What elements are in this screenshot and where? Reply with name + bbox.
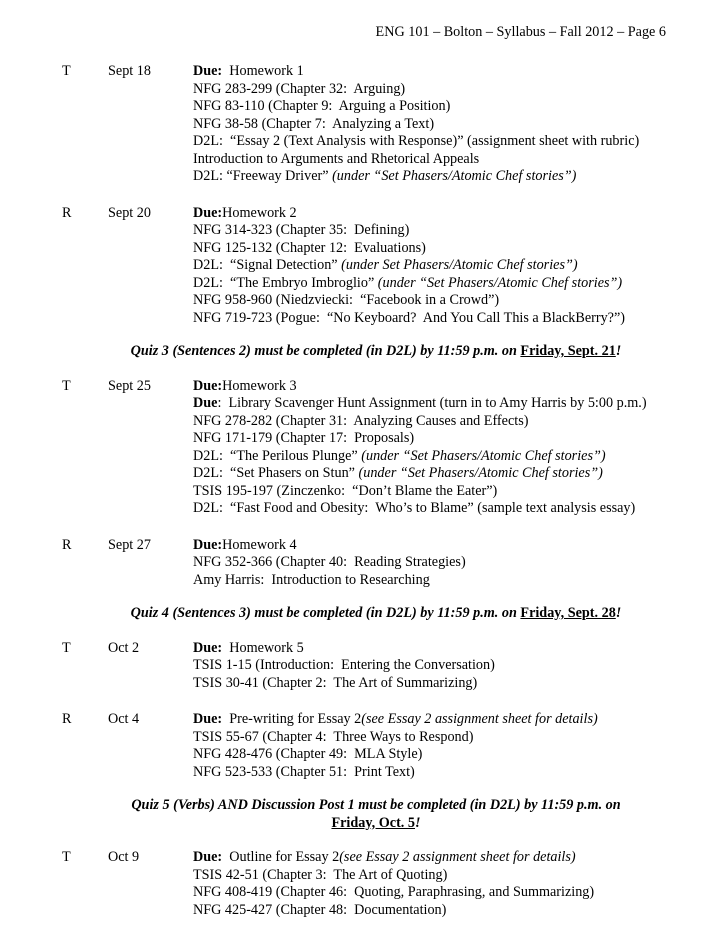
entry-day: R — [62, 536, 72, 553]
schedule-group-2 — [62, 378, 682, 590]
entry-day: T — [62, 849, 71, 865]
line-text: (see Essay 2 assignment sheet for details) — [339, 849, 576, 865]
entry-lines — [193, 205, 682, 328]
due-label: Due: — [193, 711, 223, 727]
due-label: Due: — [193, 849, 223, 865]
entry-line — [193, 867, 682, 885]
schedule-entry — [62, 640, 682, 693]
entry-day: T — [62, 377, 71, 394]
entry-date: Sept 27 — [108, 536, 151, 553]
entry-line — [193, 448, 682, 466]
entry-line — [193, 537, 682, 555]
entry-lines — [193, 849, 682, 919]
entry-line — [193, 711, 682, 729]
schedule-group-1 — [62, 63, 682, 327]
schedule-group-3 — [62, 640, 682, 782]
quiz-3-deadline: Friday, Sept. 21 — [520, 343, 616, 359]
entry-line — [193, 554, 682, 572]
line-text: D2L: “The Embryo Imbroglio” — [193, 274, 378, 291]
line-text: NFG 425-427 (Chapter 48: Documentation) — [193, 901, 447, 918]
line-text: NFG 278-282 (Chapter 31: Analyzing Causes and Effects) — [193, 412, 529, 429]
line-text: TSIS 55-67 (Chapter 4: Three Ways to Respond) — [193, 728, 474, 745]
quiz-5-notice — [62, 797, 682, 832]
line-text: Homework 4 — [222, 536, 297, 553]
entry-lines — [193, 711, 682, 781]
quiz-4-end: ! — [615, 605, 622, 621]
quiz-3-end: ! — [615, 343, 622, 359]
entry-line — [193, 133, 682, 151]
quiz-4-text: Quiz 4 (Sentences 3) must be completed (in D2L) by 11:59 p.m. on — [130, 605, 521, 621]
line-text: (under Set Phasers/Atomic Chef stories”) — [341, 257, 578, 273]
entry-line — [193, 902, 682, 920]
line-text: Homework 2 — [222, 204, 297, 221]
line-text: NFG 125-132 (Chapter 12: Evaluations) — [193, 239, 426, 256]
line-text: (under “Set Phasers/Atomic Chef stories”) — [358, 465, 603, 481]
entry-line — [193, 205, 682, 223]
entry-line — [193, 168, 682, 186]
line-text: NFG 408-419 (Chapter 46: Quoting, Paraphrasing, and Summarizing) — [193, 884, 595, 900]
line-text: D2L: “The Perilous Plunge” — [193, 447, 362, 464]
entry-line — [193, 764, 682, 782]
schedule-entry — [62, 849, 682, 919]
due-label: Due: — [193, 204, 223, 221]
line-text: Homework 1 — [222, 63, 304, 79]
entry-line — [193, 395, 682, 413]
entry-line — [193, 240, 682, 258]
schedule-entry — [62, 63, 682, 186]
entry-line — [193, 63, 682, 81]
line-text: TSIS 195-197 (Zinczenko: “Don’t Blame the Eater”) — [193, 482, 498, 499]
line-text: D2L: “Freeway Driver” — [193, 168, 333, 184]
entry-line — [193, 413, 682, 431]
entry-date: Oct 9 — [108, 849, 140, 865]
entry-line — [193, 81, 682, 99]
entry-line — [193, 222, 682, 240]
entry-line — [193, 657, 682, 675]
quiz-3-notice — [62, 343, 682, 361]
line-text: (under “Set Phasers/Atomic Chef stories”) — [361, 447, 606, 464]
line-text: TSIS 1-15 (Introduction: Entering the Conversation) — [193, 657, 495, 673]
quiz-5-deadline: Friday, Oct. 5 — [331, 814, 415, 831]
line-text: NFG 314-323 (Chapter 35: Defining) — [193, 222, 410, 238]
line-text: NFG 352-366 (Chapter 40: Reading Strategies) — [193, 554, 466, 570]
entry-line — [193, 378, 682, 396]
entry-date: Sept 18 — [108, 63, 151, 79]
line-text: NFG 38-58 (Chapter 7: Analyzing a Text) — [193, 115, 435, 132]
entry-lines — [193, 537, 682, 590]
quiz-5-end: ! — [415, 814, 421, 831]
entry-line — [193, 500, 682, 518]
line-text: D2L: “Essay 2 (Text Analysis with Response)” (assignment sheet with rubric) — [193, 133, 640, 149]
schedule-entry — [62, 205, 682, 328]
entry-line — [193, 640, 682, 658]
due-label: Due: — [193, 536, 223, 553]
quiz-5-line-2 — [70, 815, 682, 833]
entry-lines — [193, 63, 682, 186]
due-label: Due: — [193, 377, 223, 394]
page-header: ENG 101 – Bolton – Syllabus – Fall 2012 – Page 6 — [375, 24, 666, 40]
line-text: NFG 428-476 (Chapter 49: MLA Style) — [193, 746, 423, 762]
line-text: D2L: “Set Phasers on Stun” — [193, 465, 359, 481]
line-text: D2L: “Signal Detection” — [193, 257, 342, 273]
entry-day: R — [62, 204, 72, 221]
entry-lines — [193, 378, 682, 518]
entry-line — [193, 849, 682, 867]
line-text: Homework 5 — [222, 639, 304, 656]
entry-line — [193, 465, 682, 483]
line-text: (under “Set Phasers/Atomic Chef stories”) — [332, 168, 577, 184]
entry-line — [193, 257, 682, 275]
quiz-4-deadline: Friday, Sept. 28 — [520, 605, 616, 621]
entry-day: R — [62, 711, 72, 727]
line-text: Outline for Essay 2 — [222, 849, 340, 865]
line-text: D2L: “Fast Food and Obesity: Who’s to Blame” (sample text analysis essay) — [193, 500, 636, 516]
entry-line — [193, 98, 682, 116]
entry-line — [193, 675, 682, 693]
entry-day: T — [62, 63, 71, 79]
line-text: (see Essay 2 assignment sheet for details) — [361, 711, 598, 727]
line-text: Introduction to Arguments and Rhetorical Appeals — [193, 150, 480, 167]
entry-date: Oct 4 — [108, 711, 140, 727]
line-text: TSIS 42-51 (Chapter 3: The Art of Quoting) — [193, 866, 448, 883]
line-text: NFG 719-723 (Pogue: “No Keyboard? And You Call This a BlackBerry?”) — [193, 309, 625, 326]
entry-day: T — [62, 639, 71, 656]
entry-line — [193, 572, 682, 590]
line-text: TSIS 30-41 (Chapter 2: The Art of Summarizing) — [193, 674, 478, 691]
quiz-4-notice — [62, 605, 682, 623]
entry-line — [193, 275, 682, 293]
line-text: : Library Scavenger Hunt Assignment (turn in to Amy Harris by 5:00 p.m.) — [217, 395, 647, 411]
entry-date: Sept 25 — [108, 377, 151, 394]
line-text: NFG 83-110 (Chapter 9: Arguing a Position) — [193, 98, 451, 114]
line-text: Pre-writing for Essay 2 — [222, 711, 362, 727]
entry-date: Sept 20 — [108, 204, 151, 221]
due-label: Due — [193, 395, 218, 411]
schedule-group-4 — [62, 849, 682, 919]
quiz-5-line-1: Quiz 5 (Verbs) AND Discussion Post 1 must be completed (in D2L) by 11:59 p.m. on — [131, 797, 621, 813]
schedule-entry — [62, 711, 682, 781]
line-text: NFG 523-533 (Chapter 51: Print Text) — [193, 763, 415, 780]
schedule-entry — [62, 378, 682, 518]
entry-line — [193, 483, 682, 501]
line-text: Homework 3 — [222, 377, 297, 394]
entry-line — [193, 310, 682, 328]
entry-line — [193, 746, 682, 764]
line-text: NFG 171-179 (Chapter 17: Proposals) — [193, 430, 415, 446]
entry-line — [193, 116, 682, 134]
entry-date: Oct 2 — [108, 639, 140, 656]
schedule — [62, 63, 682, 938]
entry-line — [193, 151, 682, 169]
quiz-3-text: Quiz 3 (Sentences 2) must be completed (in D2L) by 11:59 p.m. on — [130, 343, 521, 359]
entry-line — [193, 292, 682, 310]
schedule-entry — [62, 537, 682, 590]
line-text: Amy Harris: Introduction to Researching — [193, 571, 430, 588]
line-text: NFG 958-960 (Niedzviecki: “Facebook in a Crowd”) — [193, 292, 500, 308]
due-label: Due: — [193, 63, 223, 79]
due-label: Due: — [193, 639, 223, 656]
entry-lines — [193, 640, 682, 693]
entry-line — [193, 884, 682, 902]
line-text: (under “Set Phasers/Atomic Chef stories”) — [377, 274, 623, 291]
line-text: NFG 283-299 (Chapter 32: Arguing) — [193, 80, 406, 97]
entry-line — [193, 430, 682, 448]
entry-line — [193, 729, 682, 747]
